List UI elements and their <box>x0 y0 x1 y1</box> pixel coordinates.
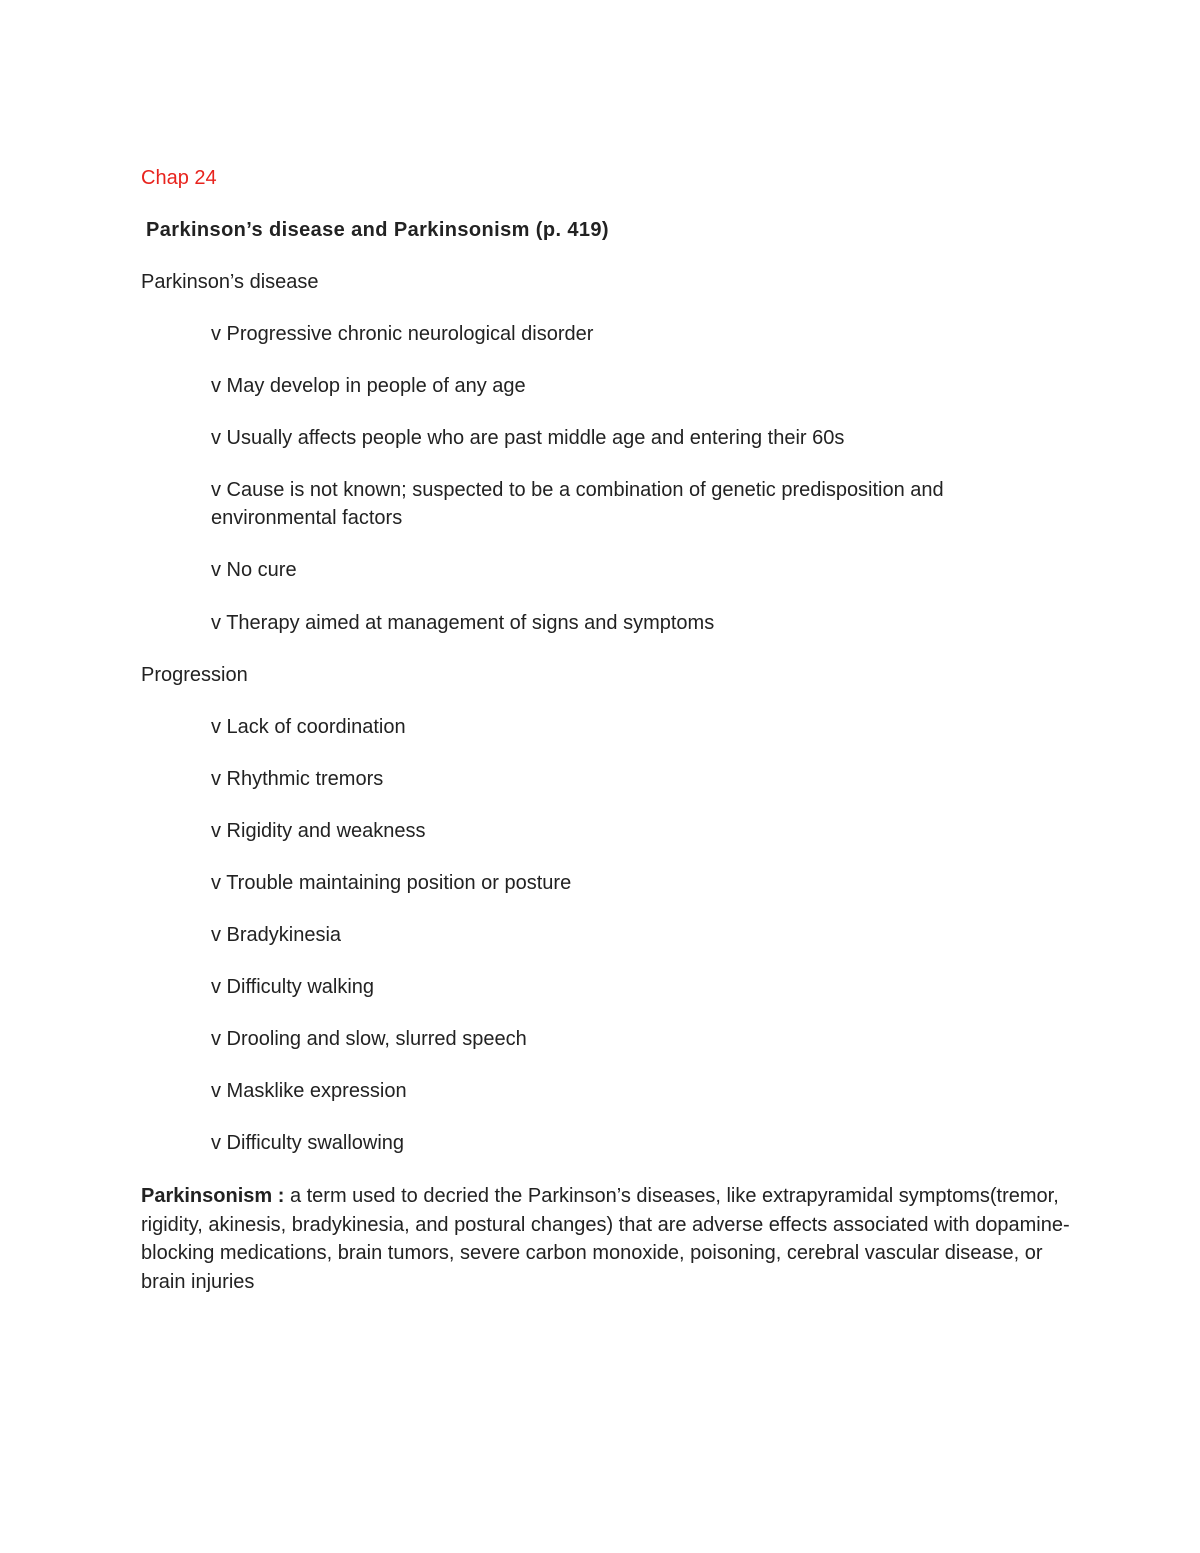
list-item: v Masklike expression <box>211 1080 407 1102</box>
definition-paragraph <box>141 1182 1071 1296</box>
list-item: v Difficulty walking <box>211 976 375 998</box>
list-item: v Difficulty swallowing <box>211 1132 405 1154</box>
list-item: v Rhythmic tremors <box>211 768 384 790</box>
section-heading-parkinsons-disease: Parkinson’s disease <box>141 271 319 293</box>
list-item: v Drooling and slow, slurred speech <box>211 1028 527 1050</box>
list-item: v Cause is not known; suspected to be a combination of genetic predisposition and environmental factors <box>211 479 944 529</box>
chapter-label: Chap 24 <box>141 167 217 189</box>
list-item: v Progressive chronic neurological disorder <box>211 323 594 345</box>
list-item: v Lack of coordination <box>211 716 406 738</box>
document-title: Parkinson’s disease and Parkinsonism (p. 419) <box>146 219 609 241</box>
list-item: v Rigidity and weakness <box>211 820 426 842</box>
section-heading-progression: Progression <box>141 664 248 686</box>
list-item: v Bradykinesia <box>211 924 342 946</box>
list-item: v Therapy aimed at management of signs and symptoms <box>211 612 715 634</box>
definition-term: Parkinsonism : <box>141 1185 285 1207</box>
list-item: v No cure <box>211 559 297 581</box>
definition-text: a term used to decried the Parkinson’s diseases, like extrapyramidal symptoms(tremor, rigidity, akinesis, bradykinesia, and postural changes) that are adverse effects associated with dopamine- blocking medications, brain tumors, severe carbon monoxide, poisoning, cerebral vascular disease, or brain injuries <box>141 1185 1070 1293</box>
list-item: v Usually affects people who are past middle age and entering their 60s <box>211 427 845 449</box>
list-item: v May develop in people of any age <box>211 375 526 397</box>
list-item: v Trouble maintaining position or posture <box>211 872 572 894</box>
